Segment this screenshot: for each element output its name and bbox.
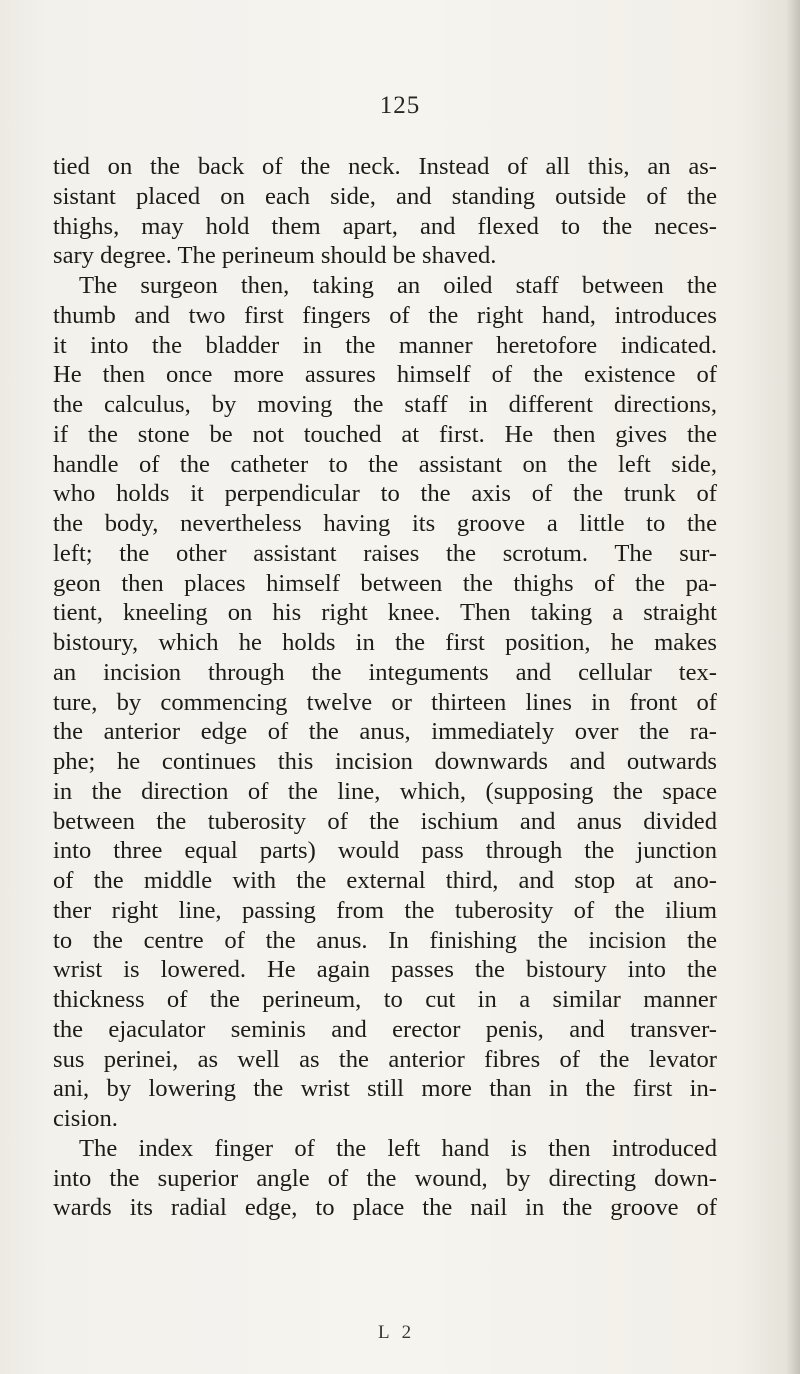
text-line: the anterior edge of the anus, immediately over the ra- — [53, 718, 717, 746]
text-line: between the tuberosity of the ischium and anus divided — [53, 807, 717, 835]
text-line: thumb and two first fingers of the right hand, introduces — [53, 301, 717, 329]
text-line: The index finger of the left hand is then introduced — [79, 1134, 717, 1162]
text-line: wrist is lowered. He again passes the bistoury into the — [53, 956, 717, 984]
text-line: into three equal parts) would pass through the junction — [53, 837, 717, 865]
text-line: an incision through the integuments and cellular tex- — [53, 658, 717, 686]
text-line: sistant placed on each side, and standing outside of the — [53, 182, 717, 210]
text-line: of the middle with the external third, and stop at ano- — [53, 867, 717, 894]
text-line: tient, kneeling on his right knee. Then taking a straight — [53, 599, 717, 627]
text-line: to the centre of the anus. In finishing the incision the — [53, 926, 717, 954]
text-line: The surgeon then, taking an oiled staff between the — [79, 272, 717, 299]
text-line: in the direction of the line, which, (supposing the space — [53, 777, 717, 805]
text-line: into the superior angle of the wound, by directing down- — [53, 1164, 717, 1192]
text-line: it into the bladder in the manner heretofore indicated. — [53, 331, 717, 359]
text-line: tied on the back of the neck. Instead of all this, an as- — [53, 153, 717, 180]
text-line: handle of the catheter to the assistant on the left side, — [53, 450, 717, 478]
text-line: ther right line, passing from the tuberosity of the ilium — [53, 896, 717, 924]
text-line: the ejaculator seminis and erector penis, and transver- — [53, 1015, 717, 1043]
text-line: cision. — [53, 1105, 118, 1132]
text-line: ture, by commencing twelve or thirteen lines in front of — [53, 688, 717, 716]
text-line: phe; he continues this incision downwards and outwards — [53, 748, 717, 775]
text-line: wards its radial edge, to place the nail in the groove of — [53, 1194, 717, 1222]
text-line: who holds it perpendicular to the axis of the trunk of — [53, 480, 717, 508]
signature-mark: L 2 — [378, 1322, 416, 1343]
text-line: thighs, may hold them apart, and flexed to the neces- — [53, 212, 717, 240]
text-line: sary degree. The perineum should be shaved. — [53, 242, 497, 270]
page-edge-shadow — [786, 0, 800, 1374]
text-line: the body, nevertheless having its groove a little to the — [53, 510, 717, 537]
text-line: the calculus, by moving the staff in different directions, — [53, 391, 717, 418]
body-text — [53, 152, 717, 1223]
text-line: bistoury, which he holds in the first position, he makes — [53, 629, 717, 656]
text-line: ani, by lowering the wrist still more than in the first in- — [53, 1075, 717, 1103]
text-line: thickness of the perineum, to cut in a similar manner — [53, 986, 717, 1013]
text-line: geon then places himself between the thighs of the pa- — [53, 569, 717, 597]
page-number: 125 — [379, 92, 421, 119]
text-line: left; the other assistant raises the scrotum. The sur- — [53, 539, 717, 567]
text-line: if the stone be not touched at first. He then gives the — [53, 420, 717, 448]
text-line: He then once more assures himself of the existence of — [53, 361, 717, 389]
text-line: sus perinei, as well as the anterior fibres of the levator — [53, 1045, 717, 1073]
